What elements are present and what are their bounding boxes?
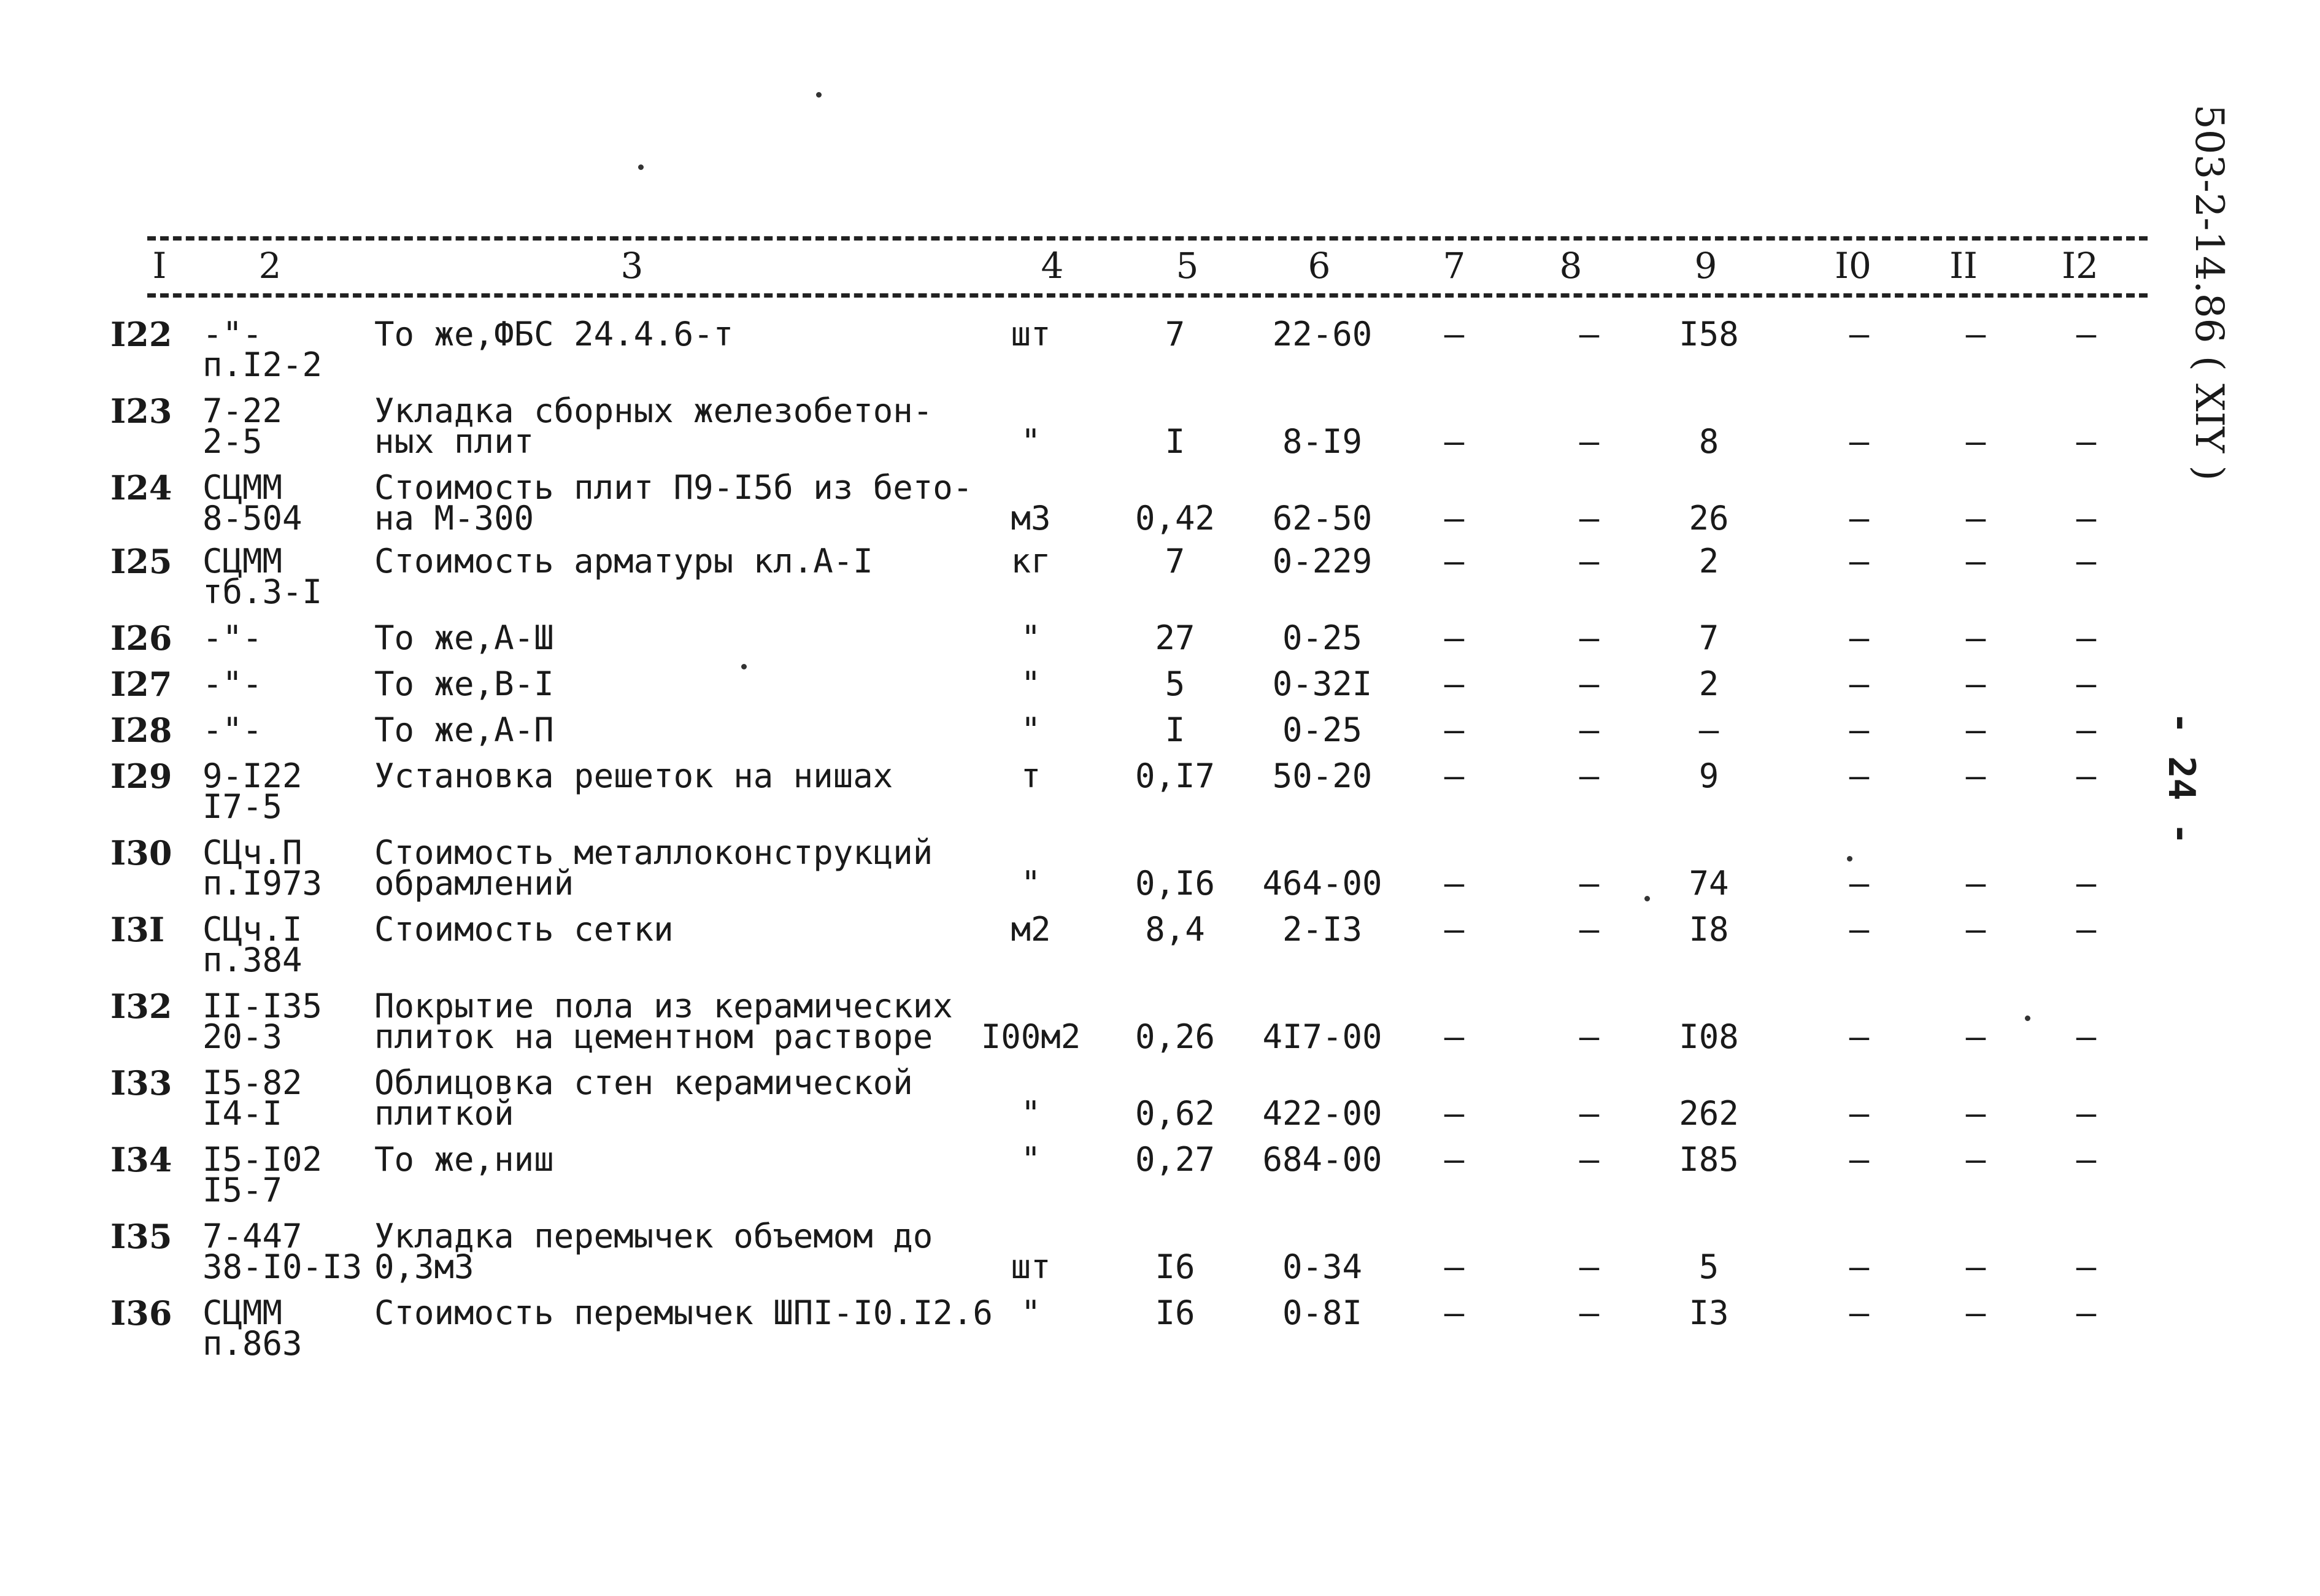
cell-total: – xyxy=(1698,711,1719,749)
cell-description: То же,ниш xyxy=(374,1140,554,1179)
cell-col11: – xyxy=(1965,422,1986,461)
cell-col8: – xyxy=(1579,619,1600,657)
cell-col8: – xyxy=(1579,665,1600,703)
cell-description: плиткой xyxy=(374,1094,514,1133)
cell-col7: – xyxy=(1444,910,1465,949)
cell-total: 74 xyxy=(1689,864,1729,903)
cell-number: I30 xyxy=(110,833,172,873)
cell-col12: – xyxy=(2076,757,2097,795)
cell-total: I08 xyxy=(1679,1017,1739,1056)
cell-col11: – xyxy=(1965,1247,1986,1286)
cell-description: Стоимость арматуры кл.А-I xyxy=(374,542,873,580)
cell-reference: -"- xyxy=(202,665,263,703)
cell-reference: 8-504 xyxy=(202,499,303,538)
cell-reference: п.I2-2 xyxy=(202,345,323,384)
cell-total: 9 xyxy=(1698,757,1719,795)
cell-total: 2 xyxy=(1698,665,1719,703)
cell-total: I58 xyxy=(1679,315,1739,353)
document-code: 503-2-14.86 ( XIY ) xyxy=(2186,104,2232,481)
cell-unit-price: 4I7-00 xyxy=(1262,1017,1382,1056)
cell-col12: – xyxy=(2076,1094,2097,1133)
cell-description: обрамлений xyxy=(374,864,574,903)
scan-speck xyxy=(816,92,822,98)
column-header: 3 xyxy=(620,245,644,287)
cell-description: на М-300 xyxy=(374,499,534,538)
cell-col8: – xyxy=(1579,315,1600,353)
scan-speck xyxy=(1644,896,1650,901)
cell-number: I3I xyxy=(110,910,165,949)
cell-col7: – xyxy=(1444,711,1465,749)
cell-total: 7 xyxy=(1698,619,1719,657)
cell-unit-price: 464-00 xyxy=(1262,864,1382,903)
cell-reference: I5-7 xyxy=(202,1171,283,1209)
cell-col10: – xyxy=(1849,1247,1870,1286)
cell-col10: – xyxy=(1849,910,1870,949)
cell-number: I22 xyxy=(110,315,172,354)
cell-quantity: 0,42 xyxy=(1135,499,1216,538)
cell-quantity: 0,62 xyxy=(1135,1094,1216,1133)
cell-reference: I4-I xyxy=(202,1094,283,1133)
cell-reference: 38-I0-I3 xyxy=(202,1247,363,1286)
cell-col10: – xyxy=(1849,665,1870,703)
cell-total: 2 xyxy=(1698,542,1719,580)
cell-number: I32 xyxy=(110,987,172,1026)
cell-col11: – xyxy=(1965,757,1986,795)
cell-reference: 20-3 xyxy=(202,1017,283,1056)
cell-col7: – xyxy=(1444,1140,1465,1179)
cell-description: 0,3м3 xyxy=(374,1247,474,1286)
cell-col11: – xyxy=(1965,1094,1986,1133)
cell-description: Стоимость перемычек ШПI-I0.I2.6 xyxy=(374,1293,993,1332)
cell-col11: – xyxy=(1965,315,1986,353)
cell-reference: 7-22 xyxy=(202,391,283,430)
cell-description: То же,В-I xyxy=(374,665,554,703)
cell-col10: – xyxy=(1849,864,1870,903)
cell-col7: – xyxy=(1444,499,1465,538)
cell-number: I27 xyxy=(110,665,172,704)
cell-description: Установка решеток на нишах xyxy=(374,757,893,795)
cell-col10: – xyxy=(1849,422,1870,461)
scan-speck xyxy=(638,164,644,170)
column-header: II xyxy=(1949,245,1978,287)
cell-unit: " xyxy=(1020,1140,1041,1179)
cell-description: плиток на цементном растворе xyxy=(374,1017,933,1056)
cell-col7: – xyxy=(1444,1094,1465,1133)
cell-col12: – xyxy=(2076,1247,2097,1286)
cell-unit-price: 0-229 xyxy=(1272,542,1373,580)
cell-unit-price: 422-00 xyxy=(1262,1094,1382,1133)
cell-col11: – xyxy=(1965,542,1986,580)
cell-col7: – xyxy=(1444,1017,1465,1056)
cell-unit-price: 0-25 xyxy=(1282,619,1363,657)
cell-col7: – xyxy=(1444,864,1465,903)
cell-col8: – xyxy=(1579,1017,1600,1056)
cell-col10: – xyxy=(1849,711,1870,749)
cell-reference: I7-5 xyxy=(202,787,283,826)
cell-quantity: 0,I6 xyxy=(1135,864,1216,903)
cell-col10: – xyxy=(1849,1140,1870,1179)
cell-unit: I00м2 xyxy=(981,1017,1081,1056)
cell-col7: – xyxy=(1444,619,1465,657)
cell-description: Укладка перемычек объемом до xyxy=(374,1217,933,1255)
cell-col7: – xyxy=(1444,1247,1465,1286)
cell-col12: – xyxy=(2076,499,2097,538)
cell-description: Облицовка стен керамической xyxy=(374,1063,913,1102)
cell-col12: – xyxy=(2076,542,2097,580)
cell-col7: – xyxy=(1444,542,1465,580)
cell-col8: – xyxy=(1579,499,1600,538)
cell-unit: " xyxy=(1020,665,1041,703)
cell-col8: – xyxy=(1579,422,1600,461)
scan-speck xyxy=(1847,856,1852,862)
cell-col12: – xyxy=(2076,619,2097,657)
cell-description: Стоимость сетки xyxy=(374,910,674,949)
cell-total: I3 xyxy=(1689,1293,1729,1332)
column-header: 4 xyxy=(1041,245,1064,287)
cell-number: I24 xyxy=(110,468,172,507)
cell-col11: – xyxy=(1965,711,1986,749)
cell-col8: – xyxy=(1579,910,1600,949)
cell-reference: СЦч.П xyxy=(202,833,303,872)
cell-unit-price: 50-20 xyxy=(1272,757,1373,795)
cell-description: То же,А-П xyxy=(374,711,554,749)
cell-total: I8 xyxy=(1689,910,1729,949)
cell-reference: 7-447 xyxy=(202,1217,303,1255)
scan-speck xyxy=(2025,1016,2030,1021)
page-number: - 24 - xyxy=(2160,712,2203,845)
cell-unit: " xyxy=(1020,422,1041,461)
cell-col10: – xyxy=(1849,1094,1870,1133)
cell-reference: СЦММ xyxy=(202,1293,283,1332)
cell-quantity: 0,I7 xyxy=(1135,757,1216,795)
cell-description: То же,А-Ш xyxy=(374,619,554,657)
cell-col10: – xyxy=(1849,1017,1870,1056)
cell-unit-price: 2-I3 xyxy=(1282,910,1363,949)
cell-quantity: 0,26 xyxy=(1135,1017,1216,1056)
cell-reference: 2-5 xyxy=(202,422,263,461)
scan-speck xyxy=(741,664,747,669)
cell-reference: СЦММ xyxy=(202,542,283,580)
cell-number: I35 xyxy=(110,1217,172,1256)
cell-unit-price: 684-00 xyxy=(1262,1140,1382,1179)
cell-col11: – xyxy=(1965,499,1986,538)
cell-reference: II-I35 xyxy=(202,987,323,1025)
cell-total: 8 xyxy=(1698,422,1719,461)
cell-col11: – xyxy=(1965,665,1986,703)
cell-reference: тб.3-I xyxy=(202,572,323,611)
cell-unit: " xyxy=(1020,711,1041,749)
cell-number: I33 xyxy=(110,1063,172,1103)
cell-total: I85 xyxy=(1679,1140,1739,1179)
cell-unit: шт xyxy=(1011,315,1051,353)
cell-reference: -"- xyxy=(202,711,263,749)
cell-col12: – xyxy=(2076,1293,2097,1332)
cell-reference: -"- xyxy=(202,619,263,657)
cell-col8: – xyxy=(1579,542,1600,580)
cell-col11: – xyxy=(1965,864,1986,903)
cell-col7: – xyxy=(1444,422,1465,461)
cell-unit: шт xyxy=(1011,1247,1051,1286)
cell-quantity: 7 xyxy=(1165,542,1185,580)
cell-reference: I5-82 xyxy=(202,1063,303,1102)
cell-col12: – xyxy=(2076,422,2097,461)
cell-unit: " xyxy=(1020,864,1041,903)
cell-quantity: I6 xyxy=(1155,1293,1195,1332)
column-header: I xyxy=(152,245,167,287)
cell-unit: " xyxy=(1020,1094,1041,1133)
cell-description: Стоимость плит П9-I5б из бето- xyxy=(374,468,973,507)
cell-quantity: 27 xyxy=(1155,619,1195,657)
cell-reference: I5-I02 xyxy=(202,1140,323,1179)
column-header: I2 xyxy=(2062,245,2098,287)
cell-col12: – xyxy=(2076,711,2097,749)
cell-unit-price: 0-34 xyxy=(1282,1247,1363,1286)
column-header: 5 xyxy=(1176,245,1199,287)
cell-unit-price: 22-60 xyxy=(1272,315,1373,353)
cell-col8: – xyxy=(1579,1140,1600,1179)
cell-unit: " xyxy=(1020,619,1041,657)
cell-unit: т xyxy=(1020,757,1041,795)
cell-number: I26 xyxy=(110,619,172,658)
cell-quantity: I6 xyxy=(1155,1247,1195,1286)
cell-quantity: I xyxy=(1165,711,1185,749)
cell-col10: – xyxy=(1849,1293,1870,1332)
cell-reference: СЦММ xyxy=(202,468,283,507)
cell-col11: – xyxy=(1965,1140,1986,1179)
cell-description: То же,ФБС 24.4.6-т xyxy=(374,315,734,353)
cell-col12: – xyxy=(2076,1140,2097,1179)
cell-unit: кг xyxy=(1011,542,1051,580)
cell-number: I29 xyxy=(110,757,172,796)
cell-unit-price: 62-50 xyxy=(1272,499,1373,538)
cell-description: Стоимость металлоконструкций xyxy=(374,833,933,872)
cell-col10: – xyxy=(1849,542,1870,580)
header-rule-bottom xyxy=(147,293,2148,298)
cell-col7: – xyxy=(1444,1293,1465,1332)
cell-col12: – xyxy=(2076,910,2097,949)
cell-quantity: 7 xyxy=(1165,315,1185,353)
cell-col11: – xyxy=(1965,1017,1986,1056)
cell-col10: – xyxy=(1849,315,1870,353)
cell-col11: – xyxy=(1965,1293,1986,1332)
cell-unit-price: 8-I9 xyxy=(1282,422,1363,461)
cell-unit: м3 xyxy=(1011,499,1051,538)
cell-col11: – xyxy=(1965,619,1986,657)
cell-reference: СЦч.I xyxy=(202,910,303,949)
cell-reference: п.863 xyxy=(202,1324,303,1363)
cell-quantity: 0,27 xyxy=(1135,1140,1216,1179)
cell-reference: -"- xyxy=(202,315,263,353)
cell-quantity: I xyxy=(1165,422,1185,461)
cell-col12: – xyxy=(2076,665,2097,703)
cell-unit-price: 0-8I xyxy=(1282,1293,1363,1332)
cell-col12: – xyxy=(2076,864,2097,903)
cell-col8: – xyxy=(1579,711,1600,749)
cell-col12: – xyxy=(2076,1017,2097,1056)
cell-number: I34 xyxy=(110,1140,172,1179)
cell-number: I23 xyxy=(110,391,172,431)
column-header: 2 xyxy=(258,245,282,287)
cell-reference: 9-I22 xyxy=(202,757,303,795)
cell-col7: – xyxy=(1444,315,1465,353)
cell-reference: п.I973 xyxy=(202,864,323,903)
cell-col7: – xyxy=(1444,757,1465,795)
cell-col8: – xyxy=(1579,1094,1600,1133)
cell-description: Покрытие пола из керамических xyxy=(374,987,953,1025)
cell-col8: – xyxy=(1579,757,1600,795)
cell-unit-price: 0-32I xyxy=(1272,665,1373,703)
cell-unit-price: 0-25 xyxy=(1282,711,1363,749)
cell-reference: п.384 xyxy=(202,941,303,979)
cell-col12: – xyxy=(2076,315,2097,353)
header-rule-top xyxy=(147,236,2148,241)
cell-total: 26 xyxy=(1689,499,1729,538)
cell-col10: – xyxy=(1849,619,1870,657)
column-header: 8 xyxy=(1559,245,1582,287)
cell-total: 262 xyxy=(1679,1094,1739,1133)
cell-unit: " xyxy=(1020,1293,1041,1332)
cell-col8: – xyxy=(1579,1247,1600,1286)
cell-quantity: 5 xyxy=(1165,665,1185,703)
cell-col7: – xyxy=(1444,665,1465,703)
cell-quantity: 8,4 xyxy=(1145,910,1205,949)
cell-col10: – xyxy=(1849,499,1870,538)
cell-description: ных плит xyxy=(374,422,534,461)
cell-col8: – xyxy=(1579,864,1600,903)
column-header: 9 xyxy=(1694,245,1717,287)
column-header: 7 xyxy=(1443,245,1466,287)
cell-description: Укладка сборных железобетон- xyxy=(374,391,933,430)
cell-total: 5 xyxy=(1698,1247,1719,1286)
cell-number: I28 xyxy=(110,711,172,750)
cell-unit: м2 xyxy=(1011,910,1051,949)
column-header: 6 xyxy=(1308,245,1331,287)
cell-number: I36 xyxy=(110,1293,172,1333)
cell-col10: – xyxy=(1849,757,1870,795)
cell-col8: – xyxy=(1579,1293,1600,1332)
cell-col11: – xyxy=(1965,910,1986,949)
cell-number: I25 xyxy=(110,542,172,581)
column-header: I0 xyxy=(1835,245,1871,287)
